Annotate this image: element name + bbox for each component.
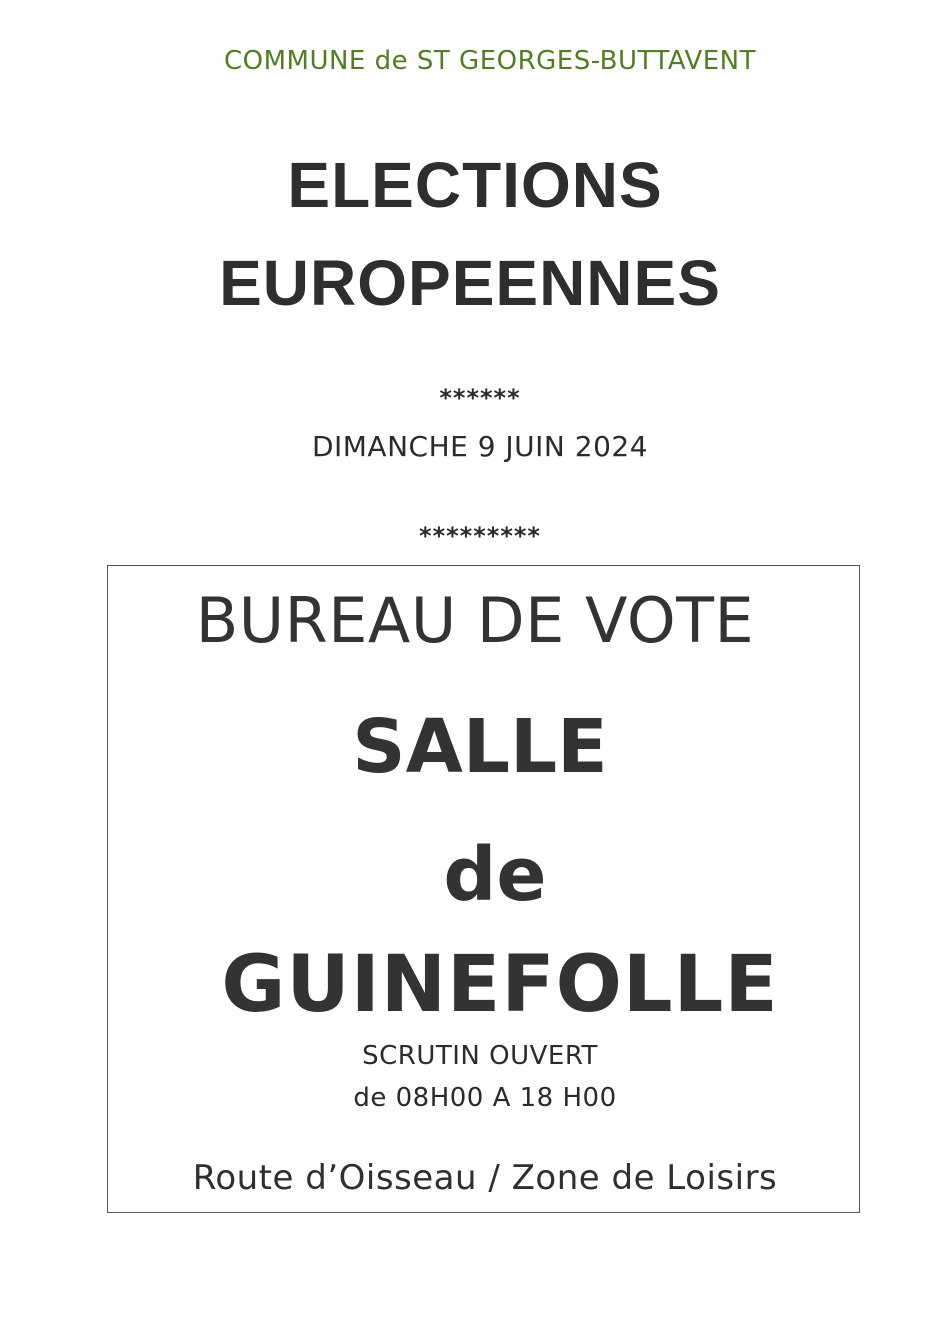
venue-salle: SALLE bbox=[352, 704, 608, 790]
bureau-de-vote-heading: BUREAU DE VOTE bbox=[195, 584, 755, 657]
venue-address: Route d’Oisseau / Zone de Loisirs bbox=[192, 1158, 778, 1198]
opening-hours: de 08H00 A 18 H00 bbox=[353, 1083, 617, 1113]
separator-short: ****** bbox=[439, 384, 521, 412]
title-europeennes: EUROPEENNES bbox=[219, 247, 721, 319]
venue-de: de bbox=[443, 832, 547, 918]
commune-heading: COMMUNE de ST GEORGES-BUTTAVENT bbox=[223, 46, 757, 76]
scrutin-label: SCRUTIN OUVERT bbox=[362, 1041, 598, 1071]
venue-guinefolle: GUINEFOLLE bbox=[221, 940, 779, 1030]
election-date: DIMANCHE 9 JUIN 2024 bbox=[311, 430, 649, 463]
separator-long: ********* bbox=[419, 522, 541, 550]
title-elections: ELECTIONS bbox=[287, 149, 663, 221]
